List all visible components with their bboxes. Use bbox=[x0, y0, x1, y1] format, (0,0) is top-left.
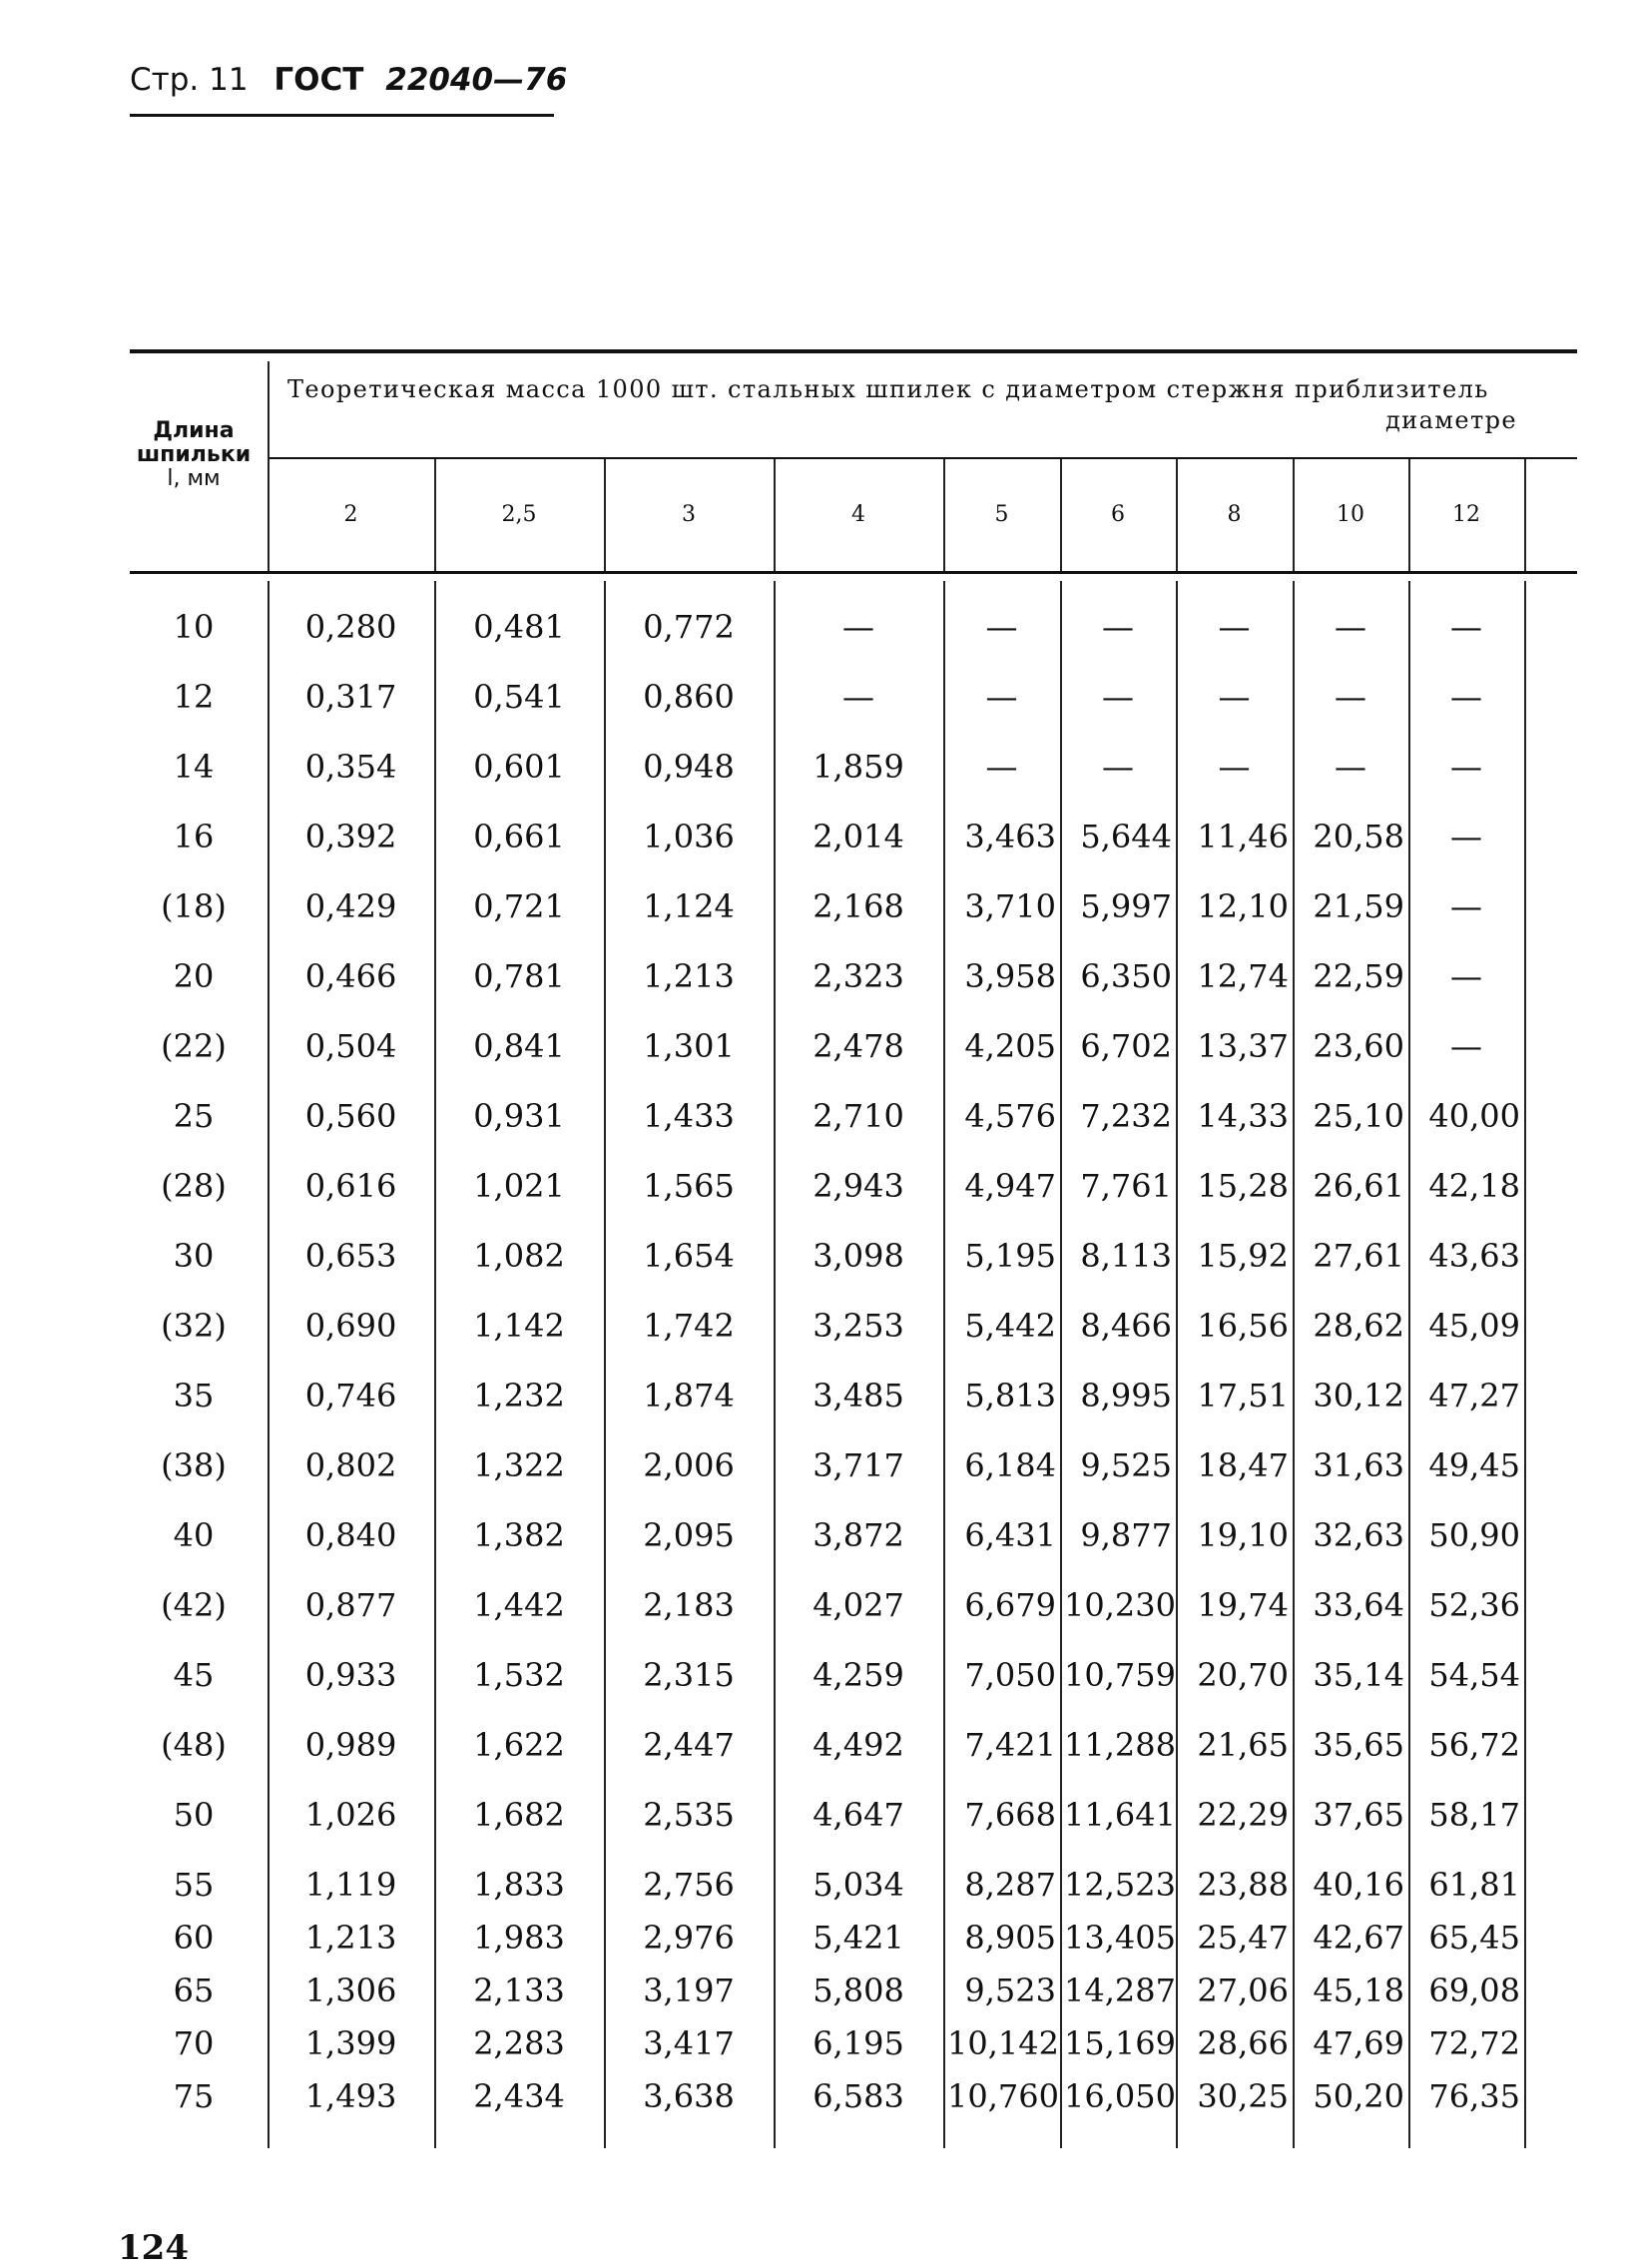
mass-cell: 58,17 bbox=[1428, 1796, 1520, 1834]
mass-cell: 2,434 bbox=[473, 2077, 565, 2115]
mass-cell: 12,74 bbox=[1197, 957, 1289, 995]
mass-cell: 0,481 bbox=[473, 608, 565, 646]
length-column-header bbox=[124, 419, 264, 491]
mass-cell: 8,995 bbox=[1080, 1377, 1172, 1415]
mass-cell: 16,56 bbox=[1197, 1307, 1289, 1345]
mass-cell: 22,29 bbox=[1197, 1796, 1289, 1834]
diameter-header: 10 bbox=[1337, 502, 1364, 527]
mass-cell: 5,421 bbox=[813, 1919, 904, 1957]
mass-cell: 2,976 bbox=[643, 1919, 735, 1957]
mass-cell: 0,841 bbox=[473, 1027, 565, 1065]
mass-cell: 0,616 bbox=[304, 1167, 397, 1205]
mass-cell: 1,742 bbox=[643, 1307, 735, 1345]
mass-cell: 0,317 bbox=[304, 678, 397, 716]
mass-cell: 0,653 bbox=[304, 1237, 397, 1275]
body-column-divider bbox=[1176, 581, 1178, 2148]
mass-cell: 1,433 bbox=[643, 1097, 735, 1135]
mass-cell: 32,63 bbox=[1313, 1516, 1404, 1554]
mass-cell: 0,541 bbox=[473, 678, 565, 716]
header-rule bbox=[130, 114, 554, 117]
mass-cell: 1,082 bbox=[473, 1237, 565, 1275]
mass-cell: 1,399 bbox=[304, 2024, 397, 2062]
mass-cell: 3,197 bbox=[643, 1972, 735, 2009]
mass-cell: 18,47 bbox=[1197, 1446, 1289, 1484]
mass-cell: 1,119 bbox=[304, 1866, 397, 1904]
header-column-divider bbox=[1176, 459, 1178, 571]
page-label: Стр. 11 bbox=[130, 62, 249, 98]
length-cell: 12 bbox=[173, 678, 215, 716]
mass-cell: 0,746 bbox=[304, 1377, 397, 1415]
mass-cell: 17,51 bbox=[1197, 1377, 1289, 1415]
mass-cell: 10,759 bbox=[1064, 1656, 1176, 1694]
mass-cell: 2,535 bbox=[643, 1796, 735, 1834]
mass-cell: 1,322 bbox=[473, 1446, 565, 1484]
mass-cell: 5,644 bbox=[1080, 818, 1172, 855]
mass-cell: 7,421 bbox=[964, 1726, 1056, 1764]
mass-cell: 40,16 bbox=[1313, 1866, 1404, 1904]
mass-cell: 3,958 bbox=[964, 957, 1056, 995]
mass-cell: — bbox=[1450, 887, 1482, 925]
length-column-divider bbox=[268, 361, 270, 571]
mass-cell: 2,183 bbox=[643, 1586, 735, 1624]
mass-cell: 3,098 bbox=[813, 1237, 904, 1275]
mass-cell: 7,761 bbox=[1080, 1167, 1172, 1205]
diameter-header: 2,5 bbox=[501, 502, 537, 527]
mass-cell: 50,20 bbox=[1313, 2077, 1404, 2115]
subheader-rule bbox=[268, 457, 1577, 459]
mass-cell: 4,027 bbox=[813, 1586, 904, 1624]
mass-cell: 54,54 bbox=[1428, 1656, 1520, 1694]
mass-cell: 9,525 bbox=[1080, 1446, 1172, 1484]
length-header-line2: шпильки bbox=[136, 442, 252, 467]
mass-cell: 3,463 bbox=[964, 818, 1056, 855]
mass-cell: 0,690 bbox=[304, 1307, 397, 1345]
mass-cell: 0,781 bbox=[473, 957, 565, 995]
mass-cell: — bbox=[1450, 748, 1482, 786]
mass-cell: 56,72 bbox=[1428, 1726, 1520, 1764]
length-cell: 70 bbox=[173, 2024, 215, 2062]
mass-cell: 1,833 bbox=[473, 1866, 565, 1904]
mass-cell: 1,301 bbox=[643, 1027, 735, 1065]
mass-cell: 1,026 bbox=[304, 1796, 397, 1834]
mass-cell: 1,682 bbox=[473, 1796, 565, 1834]
mass-cell: 1,859 bbox=[813, 748, 904, 786]
mass-cell: 19,74 bbox=[1197, 1586, 1289, 1624]
mass-cell: 21,59 bbox=[1313, 887, 1404, 925]
mass-cell: 11,288 bbox=[1064, 1726, 1176, 1764]
diameter-header: 5 bbox=[994, 502, 1009, 527]
mass-cell: 0,860 bbox=[643, 678, 735, 716]
mass-cell: 15,28 bbox=[1197, 1167, 1289, 1205]
mass-cell: 6,679 bbox=[964, 1586, 1056, 1624]
length-cell: 20 bbox=[173, 957, 215, 995]
header-column-divider bbox=[774, 459, 776, 571]
length-cell: (28) bbox=[161, 1167, 227, 1205]
mass-cell: 2,478 bbox=[813, 1027, 904, 1065]
mass-cell: 6,350 bbox=[1080, 957, 1172, 995]
header-column-divider bbox=[1293, 459, 1295, 571]
mass-cell: 0,601 bbox=[473, 748, 565, 786]
length-cell: (48) bbox=[161, 1726, 227, 1764]
length-header-line1: Длина bbox=[153, 418, 235, 443]
mass-cell: — bbox=[1218, 678, 1251, 716]
mass-cell: 30,25 bbox=[1197, 2077, 1289, 2115]
mass-cell: 0,721 bbox=[473, 887, 565, 925]
mass-cell: 27,61 bbox=[1313, 1237, 1404, 1275]
mass-cell: 47,69 bbox=[1313, 2024, 1404, 2062]
body-column-divider bbox=[434, 581, 436, 2148]
mass-cell: 69,08 bbox=[1428, 1972, 1520, 2009]
mass-cell: 45,18 bbox=[1313, 1972, 1404, 2009]
mass-cell: 0,948 bbox=[643, 748, 735, 786]
mass-cell: 26,61 bbox=[1313, 1167, 1404, 1205]
mass-cell: 61,81 bbox=[1428, 1866, 1520, 1904]
mass-cell: — bbox=[1102, 678, 1134, 716]
mass-cell: — bbox=[1450, 678, 1482, 716]
mass-cell: — bbox=[985, 748, 1018, 786]
mass-cell: 1,442 bbox=[473, 1586, 565, 1624]
mass-cell: 10,230 bbox=[1064, 1586, 1176, 1624]
mass-cell: 3,872 bbox=[813, 1516, 904, 1554]
mass-cell: 12,523 bbox=[1064, 1866, 1176, 1904]
mass-cell: 5,034 bbox=[813, 1866, 904, 1904]
mass-cell: 1,532 bbox=[473, 1656, 565, 1694]
mass-cell: 8,287 bbox=[964, 1866, 1056, 1904]
mass-cell: 9,877 bbox=[1080, 1516, 1172, 1554]
length-cell: 14 bbox=[173, 748, 215, 786]
mass-cell: 2,943 bbox=[813, 1167, 904, 1205]
mass-cell: 2,710 bbox=[813, 1097, 904, 1135]
running-header bbox=[130, 62, 567, 98]
mass-cell: 40,00 bbox=[1428, 1097, 1520, 1135]
mass-cell: 0,429 bbox=[304, 887, 397, 925]
mass-cell: 1,021 bbox=[473, 1167, 565, 1205]
mass-cell: 31,63 bbox=[1313, 1446, 1404, 1484]
mass-cell: 4,647 bbox=[813, 1796, 904, 1834]
mass-cell: 37,65 bbox=[1313, 1796, 1404, 1834]
mass-cell: — bbox=[1450, 1027, 1482, 1065]
diameter-header: 12 bbox=[1452, 502, 1480, 527]
mass-cell: 28,66 bbox=[1197, 2024, 1289, 2062]
mass-cell: 0,560 bbox=[304, 1097, 397, 1135]
mass-cell: 0,933 bbox=[304, 1656, 397, 1694]
length-header-unit: l, мм bbox=[167, 466, 221, 491]
mass-cell: 21,65 bbox=[1197, 1726, 1289, 1764]
body-column-divider bbox=[1293, 581, 1295, 2148]
mass-cell: 1,983 bbox=[473, 1919, 565, 1957]
mass-cell: 30,12 bbox=[1313, 1377, 1404, 1415]
diameter-header: 4 bbox=[851, 502, 865, 527]
length-cell: 40 bbox=[173, 1516, 215, 1554]
mass-cell: 3,710 bbox=[964, 887, 1056, 925]
mass-cell: 43,63 bbox=[1428, 1237, 1520, 1275]
mass-cell: 2,323 bbox=[813, 957, 904, 995]
mass-cell: 11,641 bbox=[1064, 1796, 1176, 1834]
mass-cell: 5,808 bbox=[813, 1972, 904, 2009]
mass-cell: 3,417 bbox=[643, 2024, 735, 2062]
mass-cell: 16,050 bbox=[1064, 2077, 1176, 2115]
body-column-divider bbox=[1060, 581, 1062, 2148]
mass-cell: 0,280 bbox=[304, 608, 397, 646]
mass-cell: 23,88 bbox=[1197, 1866, 1289, 1904]
mass-cell: 5,195 bbox=[964, 1237, 1056, 1275]
mass-cell: 1,493 bbox=[304, 2077, 397, 2115]
mass-cell: 20,70 bbox=[1197, 1656, 1289, 1694]
mass-cell: — bbox=[1450, 608, 1482, 646]
mass-cell: 12,10 bbox=[1197, 887, 1289, 925]
body-column-divider bbox=[774, 581, 776, 2148]
standard-number: 22040—76 bbox=[385, 62, 568, 98]
mass-cell: 35,65 bbox=[1313, 1726, 1404, 1764]
mass-cell: 2,014 bbox=[813, 818, 904, 855]
mass-cell: 9,523 bbox=[964, 1972, 1056, 2009]
mass-cell: 0,504 bbox=[304, 1027, 397, 1065]
mass-cell: — bbox=[985, 678, 1018, 716]
mass-cell: 0,392 bbox=[304, 818, 397, 855]
mass-cell: — bbox=[1450, 818, 1482, 855]
length-cell: (32) bbox=[161, 1307, 227, 1345]
mass-cell: 2,095 bbox=[643, 1516, 735, 1554]
diameter-header: 8 bbox=[1227, 502, 1242, 527]
mass-cell: 13,37 bbox=[1197, 1027, 1289, 1065]
mass-cell: 1,232 bbox=[473, 1377, 565, 1415]
page-number: 124 bbox=[118, 2228, 189, 2268]
mass-cell: 6,702 bbox=[1080, 1027, 1172, 1065]
mass-cell: 28,62 bbox=[1313, 1307, 1404, 1345]
body-column-divider bbox=[1408, 581, 1410, 2148]
mass-cell: 4,576 bbox=[964, 1097, 1056, 1135]
mass-cell: — bbox=[1218, 748, 1251, 786]
mass-cell: 7,050 bbox=[964, 1656, 1056, 1694]
mass-cell: 6,195 bbox=[813, 2024, 904, 2062]
mass-cell: 65,45 bbox=[1428, 1919, 1520, 1957]
table-caption-cont: диаметре bbox=[1385, 406, 1517, 434]
mass-cell: 1,382 bbox=[473, 1516, 565, 1554]
length-cell: 30 bbox=[173, 1237, 215, 1275]
mass-cell: 25,10 bbox=[1313, 1097, 1404, 1135]
mass-cell: 1,306 bbox=[304, 1972, 397, 2009]
mass-cell: 4,205 bbox=[964, 1027, 1056, 1065]
mass-cell: 0,772 bbox=[643, 608, 735, 646]
mass-cell: 72,72 bbox=[1428, 2024, 1520, 2062]
mass-cell: 0,661 bbox=[473, 818, 565, 855]
mass-cell: 7,668 bbox=[964, 1796, 1056, 1834]
mass-cell: 1,142 bbox=[473, 1307, 565, 1345]
mass-cell: 23,60 bbox=[1313, 1027, 1404, 1065]
mass-cell: 5,997 bbox=[1080, 887, 1172, 925]
mass-cell: 4,492 bbox=[813, 1726, 904, 1764]
mass-cell: 22,59 bbox=[1313, 957, 1404, 995]
header-column-divider bbox=[943, 459, 945, 571]
mass-cell: 3,485 bbox=[813, 1377, 904, 1415]
table-top-rule bbox=[130, 349, 1577, 353]
mass-cell: 50,90 bbox=[1428, 1516, 1520, 1554]
mass-cell: 0,840 bbox=[304, 1516, 397, 1554]
mass-cell: 42,18 bbox=[1428, 1167, 1520, 1205]
mass-cell: — bbox=[1102, 608, 1134, 646]
mass-cell: 1,874 bbox=[643, 1377, 735, 1415]
mass-cell: 1,036 bbox=[643, 818, 735, 855]
length-cell: 65 bbox=[173, 1972, 215, 2009]
mass-cell: 14,287 bbox=[1064, 1972, 1176, 2009]
header-column-divider bbox=[434, 459, 436, 571]
length-cell: 60 bbox=[173, 1919, 215, 1957]
mass-cell: 45,09 bbox=[1428, 1307, 1520, 1345]
mass-cell: 2,756 bbox=[643, 1866, 735, 1904]
mass-cell: 0,989 bbox=[304, 1726, 397, 1764]
mass-cell: 1,622 bbox=[473, 1726, 565, 1764]
standard-label: ГОСТ bbox=[273, 62, 364, 98]
mass-cell: 0,877 bbox=[304, 1586, 397, 1624]
mass-cell: — bbox=[1335, 678, 1366, 716]
header-column-divider bbox=[1060, 459, 1062, 571]
mass-cell: 4,947 bbox=[964, 1167, 1056, 1205]
mass-cell: 0,931 bbox=[473, 1097, 565, 1135]
mass-cell: 1,654 bbox=[643, 1237, 735, 1275]
mass-cell: 7,232 bbox=[1080, 1097, 1172, 1135]
mass-cell: 25,47 bbox=[1197, 1919, 1289, 1957]
mass-cell: 1,213 bbox=[643, 957, 735, 995]
mass-cell: — bbox=[842, 608, 874, 646]
diameter-header: 2 bbox=[343, 502, 358, 527]
header-column-divider bbox=[604, 459, 606, 571]
mass-cell: — bbox=[1335, 748, 1366, 786]
mass-cell: 19,10 bbox=[1197, 1516, 1289, 1554]
mass-cell: 4,259 bbox=[813, 1656, 904, 1694]
header-column-divider bbox=[1524, 459, 1526, 571]
mass-cell: 14,33 bbox=[1197, 1097, 1289, 1135]
mass-cell: 5,442 bbox=[964, 1307, 1056, 1345]
diameter-header: 3 bbox=[682, 502, 696, 527]
mass-cell: 13,405 bbox=[1064, 1919, 1176, 1957]
length-column-divider bbox=[268, 581, 270, 2148]
mass-cell: 15,169 bbox=[1064, 2024, 1176, 2062]
mass-cell: 20,58 bbox=[1313, 818, 1404, 855]
mass-cell: 6,431 bbox=[964, 1516, 1056, 1554]
body-column-divider bbox=[1524, 581, 1526, 2148]
length-cell: (38) bbox=[161, 1446, 227, 1484]
mass-cell: 2,283 bbox=[473, 2024, 565, 2062]
diameter-header: 6 bbox=[1111, 502, 1125, 527]
mass-cell: 0,466 bbox=[304, 957, 397, 995]
length-cell: 55 bbox=[173, 1866, 215, 1904]
mass-cell: — bbox=[985, 608, 1018, 646]
mass-cell: 1,124 bbox=[643, 887, 735, 925]
body-column-divider bbox=[943, 581, 945, 2148]
header-column-divider bbox=[1408, 459, 1410, 571]
length-cell: 25 bbox=[173, 1097, 215, 1135]
length-cell: 45 bbox=[173, 1656, 215, 1694]
length-cell: 75 bbox=[173, 2077, 215, 2115]
mass-cell: 5,813 bbox=[964, 1377, 1056, 1415]
mass-cell: 1,213 bbox=[304, 1919, 397, 1957]
mass-cell: 52,36 bbox=[1428, 1586, 1520, 1624]
mass-cell: 49,45 bbox=[1428, 1446, 1520, 1484]
mass-cell: 11,46 bbox=[1197, 818, 1289, 855]
mass-cell: 8,113 bbox=[1080, 1237, 1172, 1275]
table-caption: Теоретическая масса 1000 шт. стальных шпилек с диаметром стержня приблизитель bbox=[287, 375, 1489, 403]
mass-cell: 3,253 bbox=[813, 1307, 904, 1345]
mass-cell: 33,64 bbox=[1313, 1586, 1404, 1624]
mass-cell: — bbox=[1102, 748, 1134, 786]
length-cell: (22) bbox=[161, 1027, 227, 1065]
mass-cell: 10,760 bbox=[947, 2077, 1059, 2115]
mass-cell: 27,06 bbox=[1197, 1972, 1289, 2009]
mass-cell: 76,35 bbox=[1428, 2077, 1520, 2115]
mass-cell: 2,168 bbox=[813, 887, 904, 925]
mass-cell: 0,802 bbox=[304, 1446, 397, 1484]
body-column-divider bbox=[604, 581, 606, 2148]
length-cell: 16 bbox=[173, 818, 215, 855]
mass-cell: — bbox=[1450, 957, 1482, 995]
mass-cell: 10,142 bbox=[947, 2024, 1059, 2062]
mass-cell: 6,184 bbox=[964, 1446, 1056, 1484]
mass-cell: 2,133 bbox=[473, 1972, 565, 2009]
mass-cell: — bbox=[1218, 608, 1251, 646]
length-cell: (42) bbox=[161, 1586, 227, 1624]
mass-cell: 47,27 bbox=[1428, 1377, 1520, 1415]
mass-cell: 3,638 bbox=[643, 2077, 735, 2115]
mass-cell: 15,92 bbox=[1197, 1237, 1289, 1275]
header-bottom-rule bbox=[130, 571, 1577, 574]
mass-cell: 42,67 bbox=[1313, 1919, 1404, 1957]
length-cell: 35 bbox=[173, 1377, 215, 1415]
length-cell: 10 bbox=[173, 608, 215, 646]
mass-cell: 35,14 bbox=[1313, 1656, 1404, 1694]
mass-cell: 3,717 bbox=[813, 1446, 904, 1484]
length-cell: (18) bbox=[161, 887, 227, 925]
mass-cell: 0,354 bbox=[304, 748, 397, 786]
mass-cell: — bbox=[1335, 608, 1366, 646]
mass-cell: 8,466 bbox=[1080, 1307, 1172, 1345]
mass-cell: 2,006 bbox=[643, 1446, 735, 1484]
mass-cell: 8,905 bbox=[964, 1919, 1056, 1957]
mass-cell: 2,447 bbox=[643, 1726, 735, 1764]
mass-cell: 2,315 bbox=[643, 1656, 735, 1694]
mass-cell: 6,583 bbox=[813, 2077, 904, 2115]
mass-cell: — bbox=[842, 678, 874, 716]
mass-cell: 1,565 bbox=[643, 1167, 735, 1205]
length-cell: 50 bbox=[173, 1796, 215, 1834]
